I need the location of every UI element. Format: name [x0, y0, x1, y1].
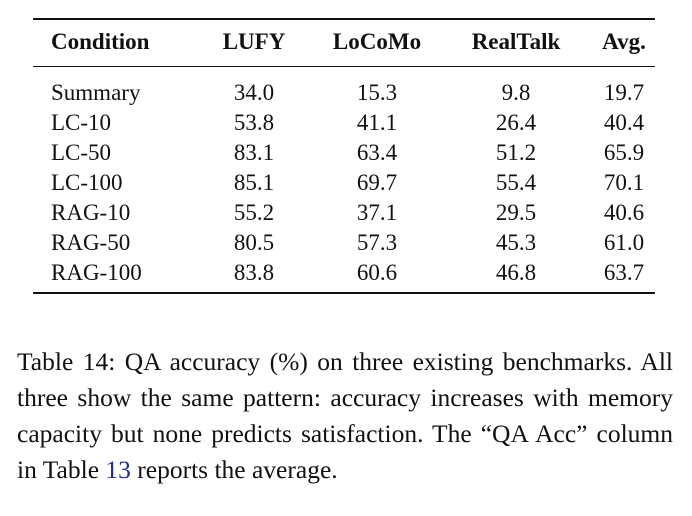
- cell-avg: 70.1: [603, 170, 645, 195]
- cell-avg: 40.4: [603, 110, 645, 135]
- cell-condition: Summary: [51, 80, 141, 105]
- header-condition: Condition: [51, 29, 150, 54]
- cell-locomo: 69.7: [356, 170, 398, 195]
- cell-locomo: 57.3: [356, 230, 398, 255]
- cell-realtalk: 9.8: [501, 80, 531, 105]
- cell-locomo: 63.4: [356, 140, 398, 165]
- cell-avg: 63.7: [603, 260, 645, 285]
- cell-condition: LC-50: [51, 140, 112, 165]
- header-lufy: LUFY: [222, 29, 286, 54]
- header-locomo: LoCoMo: [332, 29, 422, 54]
- cell-lufy: 34.0: [233, 80, 275, 105]
- cell-avg: 40.6: [603, 200, 645, 225]
- table-bottom-rule: [33, 292, 655, 294]
- table-row: [33, 228, 655, 258]
- cell-condition: LC-100: [51, 170, 123, 195]
- cell-condition: LC-10: [51, 110, 112, 135]
- table-row: [33, 168, 655, 198]
- cell-lufy: 85.1: [233, 170, 275, 195]
- header-realtalk: RealTalk: [471, 29, 561, 54]
- cell-locomo: 15.3: [356, 80, 398, 105]
- table-row: [33, 198, 655, 228]
- cell-locomo: 41.1: [356, 110, 398, 135]
- table-caption: [17, 344, 673, 488]
- table-row: [33, 66, 655, 108]
- cell-locomo: 37.1: [356, 200, 398, 225]
- cell-condition: RAG-50: [51, 230, 131, 255]
- cell-lufy: 83.8: [233, 260, 275, 285]
- cell-lufy: 80.5: [233, 230, 275, 255]
- cell-avg: 61.0: [603, 230, 645, 255]
- cell-lufy: 83.1: [233, 140, 275, 165]
- caption-text-after: reports the average.: [130, 454, 338, 484]
- cell-condition: RAG-100: [51, 260, 142, 285]
- cell-condition: RAG-10: [51, 200, 131, 225]
- cell-realtalk: 45.3: [495, 230, 537, 255]
- table-row: [33, 258, 655, 288]
- cell-realtalk: 26.4: [495, 110, 537, 135]
- header-avg: Avg.: [602, 29, 646, 54]
- cell-avg: 19.7: [603, 80, 645, 105]
- table-header-row: [33, 18, 655, 66]
- table-reference-link[interactable]: 13: [105, 454, 131, 484]
- cell-realtalk: 29.5: [495, 200, 537, 225]
- table-row: [33, 138, 655, 168]
- cell-realtalk: 55.4: [495, 170, 537, 195]
- cell-lufy: 55.2: [233, 200, 275, 225]
- results-table: [33, 18, 655, 288]
- cell-realtalk: 46.8: [495, 260, 537, 285]
- cell-lufy: 53.8: [233, 110, 275, 135]
- cell-locomo: 60.6: [356, 260, 398, 285]
- cell-avg: 65.9: [603, 140, 645, 165]
- table-row: [33, 108, 655, 138]
- caption-text-before: Table 14: QA accuracy (%) on three existing benchmarks. All three show the same pattern: accuracy increases with memory capacity but none predicts satisfaction. The “QA Acc” column in Table: [17, 346, 673, 484]
- cell-realtalk: 51.2: [495, 140, 537, 165]
